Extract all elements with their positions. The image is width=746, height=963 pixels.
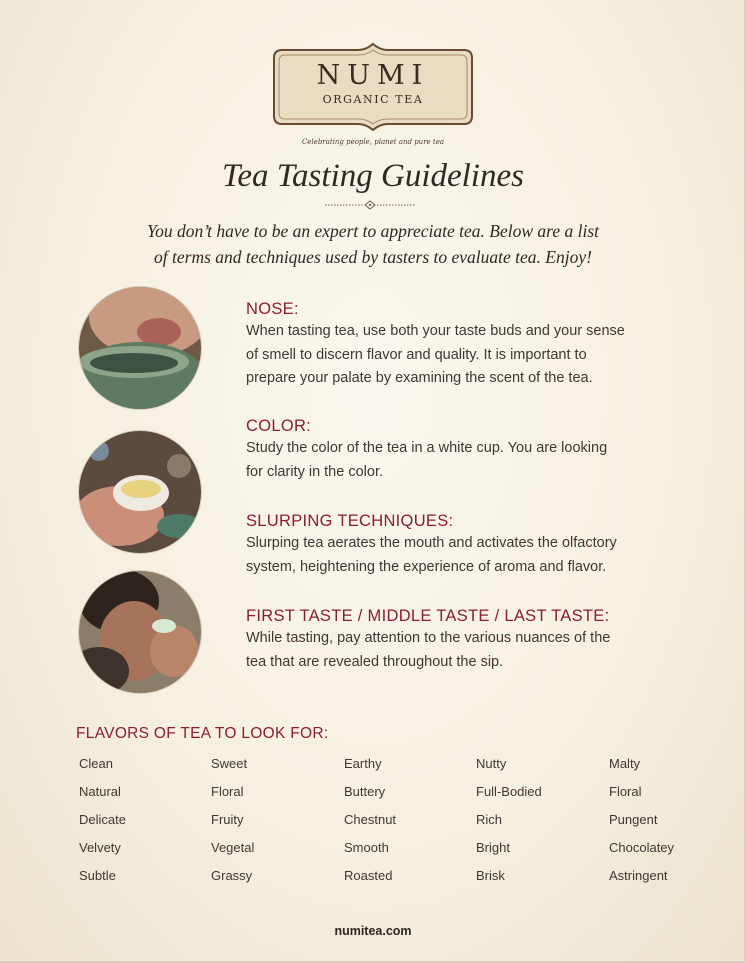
body-line: prepare your palate by examining the scent of the tea. bbox=[246, 370, 593, 386]
flavor-term: Vegetal bbox=[211, 840, 255, 855]
flavor-term: Buttery bbox=[344, 784, 386, 799]
flavor-term: Fruity bbox=[211, 812, 244, 827]
body-line: Study the color of the tea in a white cup. You are looking bbox=[246, 440, 608, 456]
flavor-term: Chestnut bbox=[344, 812, 397, 827]
numi-logo bbox=[270, 42, 476, 132]
body-line: Slurping tea aerates the mouth and activates the olfactory bbox=[246, 535, 617, 551]
intro-line: You don’t have to be an expert to appreciate tea. Below are a list bbox=[146, 221, 599, 241]
section-body bbox=[246, 532, 686, 579]
section-body bbox=[246, 320, 686, 391]
body-line: for clarity in the color. bbox=[246, 463, 383, 480]
flavor-term: Full-Bodied bbox=[476, 784, 542, 799]
body-line: system, heightening the experience of aroma and flavor. bbox=[246, 558, 607, 575]
intro-line: of terms and techniques used by tasters to evaluate tea. Enjoy! bbox=[154, 247, 592, 267]
section-heading: SLURPING TECHNIQUES: bbox=[246, 512, 454, 530]
flavor-term: Velvety bbox=[79, 840, 121, 855]
footer-url[interactable]: numitea.com bbox=[334, 924, 412, 938]
flavor-term: Smooth bbox=[344, 840, 389, 855]
section-heading: NOSE: bbox=[246, 300, 299, 318]
body-line: While tasting, pay attention to the various nuances of the bbox=[246, 630, 611, 646]
body-line: of smell to discern flavor and quality. It is important to bbox=[246, 346, 587, 363]
nose-photo bbox=[79, 287, 201, 409]
logo-subtitle: ORGANIC TEA bbox=[322, 93, 424, 106]
flavor-term: Sweet bbox=[211, 756, 248, 771]
slurping-photo bbox=[79, 571, 201, 693]
intro-text bbox=[120, 218, 626, 270]
color-photo bbox=[79, 431, 201, 553]
flavor-term: Floral bbox=[609, 784, 642, 799]
flavor-term: Malty bbox=[609, 756, 641, 771]
section-body bbox=[246, 627, 686, 674]
tagline: Celebrating people, planet and pure tea bbox=[301, 138, 445, 146]
page-title: Tea Tasting Guidelines bbox=[222, 158, 524, 194]
flavor-term: Bright bbox=[476, 840, 510, 855]
ornament-divider bbox=[325, 199, 415, 211]
section-color bbox=[246, 415, 686, 484]
section-heading: FIRST TASTE / MIDDLE TASTE / LAST TASTE: bbox=[246, 607, 610, 625]
flavor-term: Delicate bbox=[79, 812, 126, 827]
flavor-term: Subtle bbox=[79, 868, 116, 883]
flavor-term: Clean bbox=[79, 756, 113, 771]
flavor-term: Pungent bbox=[609, 812, 658, 827]
flavor-term: Chocolatey bbox=[609, 840, 675, 855]
flavor-term: Roasted bbox=[344, 868, 393, 883]
section-tastes bbox=[246, 605, 686, 674]
section-slurping bbox=[246, 510, 686, 579]
body-line: tea that are revealed throughout the sip. bbox=[246, 653, 504, 670]
body-line: When tasting tea, use both your taste buds and your sense bbox=[246, 323, 625, 339]
logo-name: NUMI bbox=[316, 60, 430, 91]
flavor-term: Earthy bbox=[344, 756, 382, 771]
section-heading: COLOR: bbox=[246, 417, 312, 435]
flavor-term: Natural bbox=[79, 784, 121, 799]
section-body bbox=[246, 437, 686, 484]
flavor-term: Brisk bbox=[476, 868, 505, 883]
flavors-heading: FLAVORS OF TEA TO LOOK FOR: bbox=[76, 725, 329, 742]
flavor-term: Astringent bbox=[609, 868, 668, 883]
section-nose bbox=[246, 298, 686, 391]
flavor-term: Rich bbox=[476, 812, 503, 827]
flavor-term: Nutty bbox=[476, 756, 507, 771]
flavor-term: Floral bbox=[211, 784, 244, 799]
flavor-term: Grassy bbox=[211, 868, 253, 883]
